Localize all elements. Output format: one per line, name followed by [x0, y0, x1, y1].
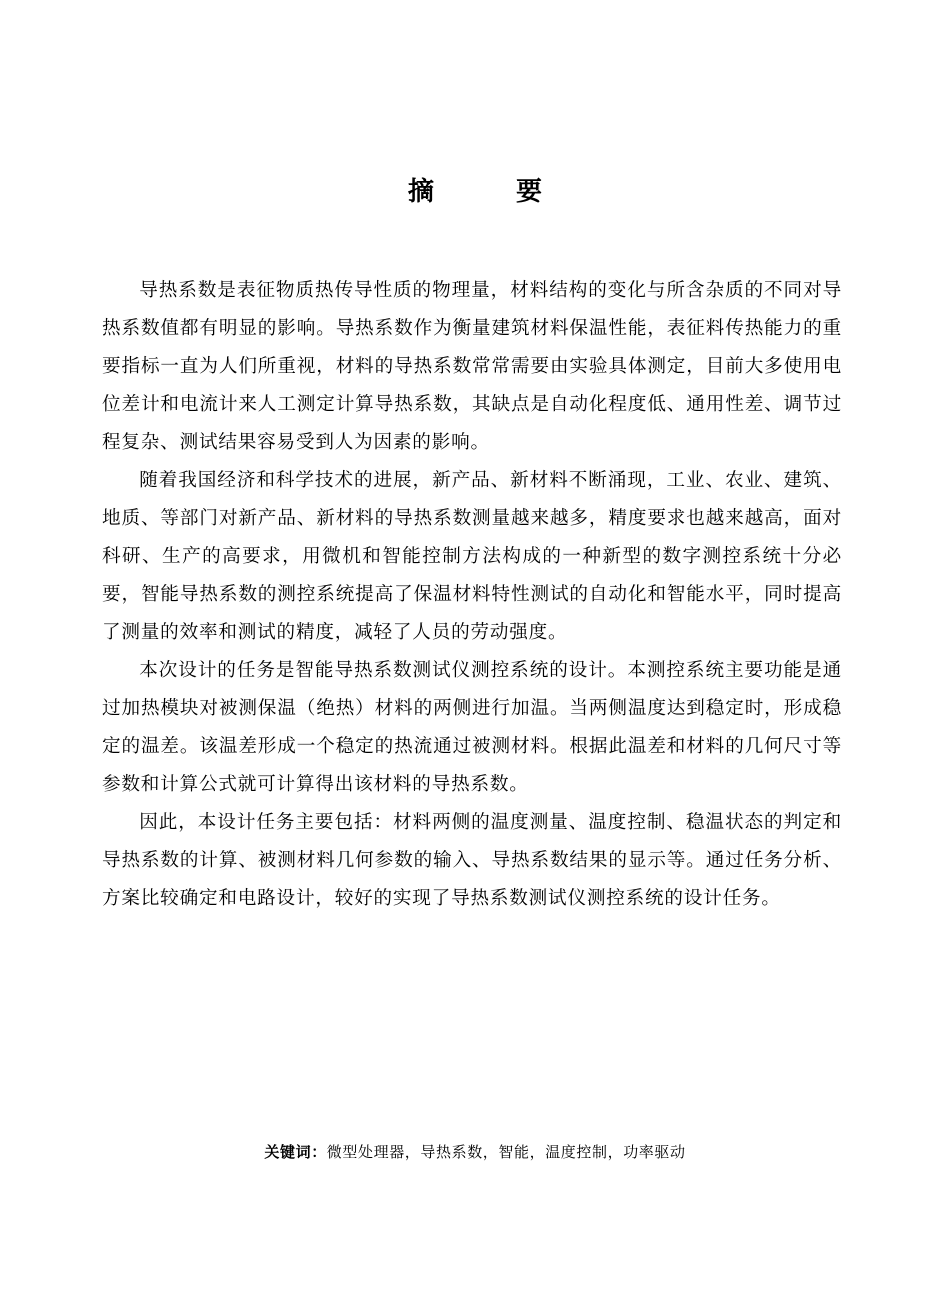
abstract-paragraph-4: 因此，本设计任务主要包括：材料两侧的温度测量、温度控制、稳温状态的判定和导热系数的计算、被测材料几何参数的输入、导热系数结果的显示等。通过任务分析、方案比较确定和电路设计，较好的实现了导热系数测试仪测控系统的设计任务。: [102, 812, 842, 909]
abstract-paragraph-1: 导热系数是表征物质热传导性质的物理量，材料结构的变化与所含杂质的不同对导热系数值都有明显的影响。导热系数作为衡量建筑材料保温性能，表征料传热能力的重要指标一直为人们所重视，材料的导热系数常常需要由实验具体测定，目前大多使用电位差计和电流计来人工测定计算导热系数，其缺点是自动化程度低、通用性差、调节过程复杂、测试结果容易受到人为因素的影响。: [102, 280, 842, 453]
abstract-body: [102, 272, 842, 918]
keywords-text: 微型处理器，导热系数，智能，温度控制，功率驱动: [326, 1143, 686, 1161]
keywords-line: [0, 1138, 950, 1166]
abstract-title: 摘 要: [407, 177, 570, 207]
abstract-paragraph-3: 本次设计的任务是智能导热系数测试仪测控系统的设计。本测控系统主要功能是通过加热模块对被测保温（绝热）材料的两侧进行加温。当两侧温度达到稳定时，形成稳定的温差。该温差形成一个稳定的热流通过被测材料。根据此温差和材料的几何尺寸等参数和计算公式就可计算得出该材料的导热系数。: [102, 660, 842, 795]
abstract-paragraph-2: 随着我国经济和科学技术的进展，新产品、新材料不断涌现，工业、农业、建筑、地质、等部门对新产品、新材料的导热系数测量越来越多，精度要求也越来越高，面对科研、生产的高要求，用微机和智能控制方法构成的一种新型的数字测控系统十分必要，智能导热系数的测控系统提高了保温材料特性测试的自动化和智能水平，同时提高了测量的效率和测试的精度，减轻了人员的劳动强度。: [102, 470, 842, 643]
keywords-label: 关键词：: [264, 1143, 327, 1161]
